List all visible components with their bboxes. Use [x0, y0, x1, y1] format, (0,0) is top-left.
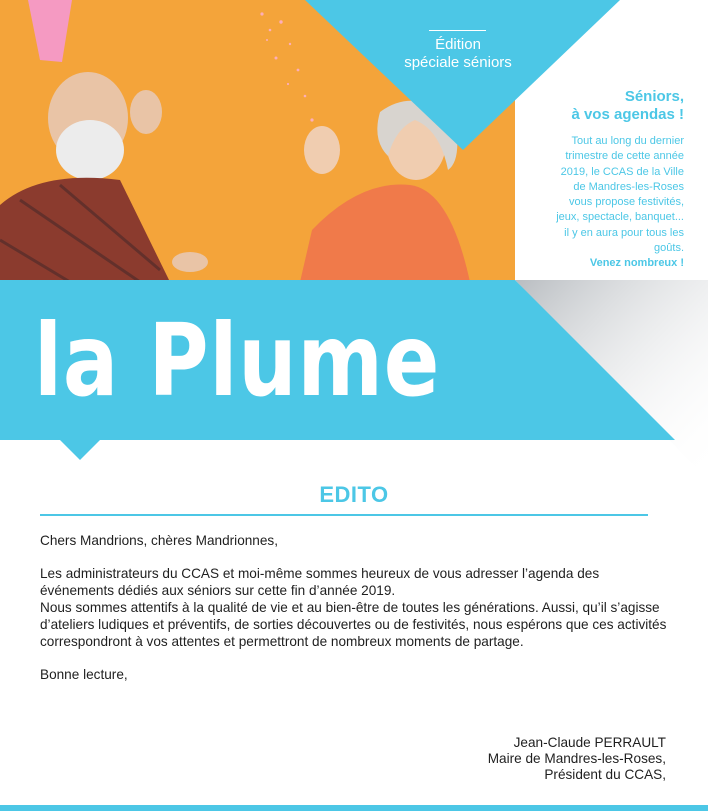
signature-role-1: Maire de Mandres-les-Roses,	[487, 751, 666, 766]
edito-greeting: Chers Mandrions, chères Mandrionnes,	[40, 533, 279, 548]
edito-body	[40, 532, 670, 699]
announcement-line: trimestre de cette année	[565, 150, 684, 163]
signature	[366, 735, 666, 783]
announcement-line: de Mandres-les-Roses	[573, 180, 684, 193]
edition-line-2: spéciale séniors	[404, 54, 512, 71]
announcement-body	[494, 134, 684, 256]
announcement-line: 2019, le CCAS de la Ville	[560, 165, 684, 178]
edito-paragraph-2: Nous sommes attentifs à la qualité de vie et au bien-être de toutes les générations. Aussi, qu’il s’agisse d’ateliers ludiques et préventifs, de sorties découvertes ou de festivités, nous espérons que ces activités correspondront à vos attentes et permettront de nombreux moments de partage.	[40, 600, 667, 649]
footer-rule	[0, 805, 708, 811]
edito-divider	[40, 514, 648, 516]
announcement-title-line-1: Séniors,	[624, 88, 684, 105]
announcement-line: goûts.	[654, 242, 684, 255]
announcement	[494, 88, 684, 271]
announcement-cta: Venez nombreux !	[589, 257, 684, 270]
masthead-title: la Plume	[34, 302, 441, 419]
edition-line-1: Édition	[435, 36, 481, 53]
edito-closing: Bonne lecture,	[40, 667, 128, 682]
edito-paragraph-1: Les administrateurs du CCAS et moi-même sommes heureux de vous adresser l’agenda des événements dédiés aux séniors sur cette fin d’année 2019.	[40, 566, 600, 598]
announcement-line: vous propose festivités,	[569, 196, 684, 209]
announcement-line: jeux, spectacle, banquet...	[556, 211, 684, 224]
signature-name: Jean-Claude PERRAULT	[513, 735, 666, 750]
announcement-title	[494, 88, 684, 124]
announcement-title-line-2: à vos agendas !	[571, 106, 684, 123]
edition-divider	[429, 30, 486, 31]
signature-role-2: Président du CCAS,	[544, 767, 666, 782]
edition-label	[383, 36, 533, 72]
announcement-line: il y en aura pour tous les	[564, 226, 684, 239]
announcement-line: Tout au long du dernier	[571, 135, 684, 147]
edito-heading: EDITO	[319, 482, 389, 507]
